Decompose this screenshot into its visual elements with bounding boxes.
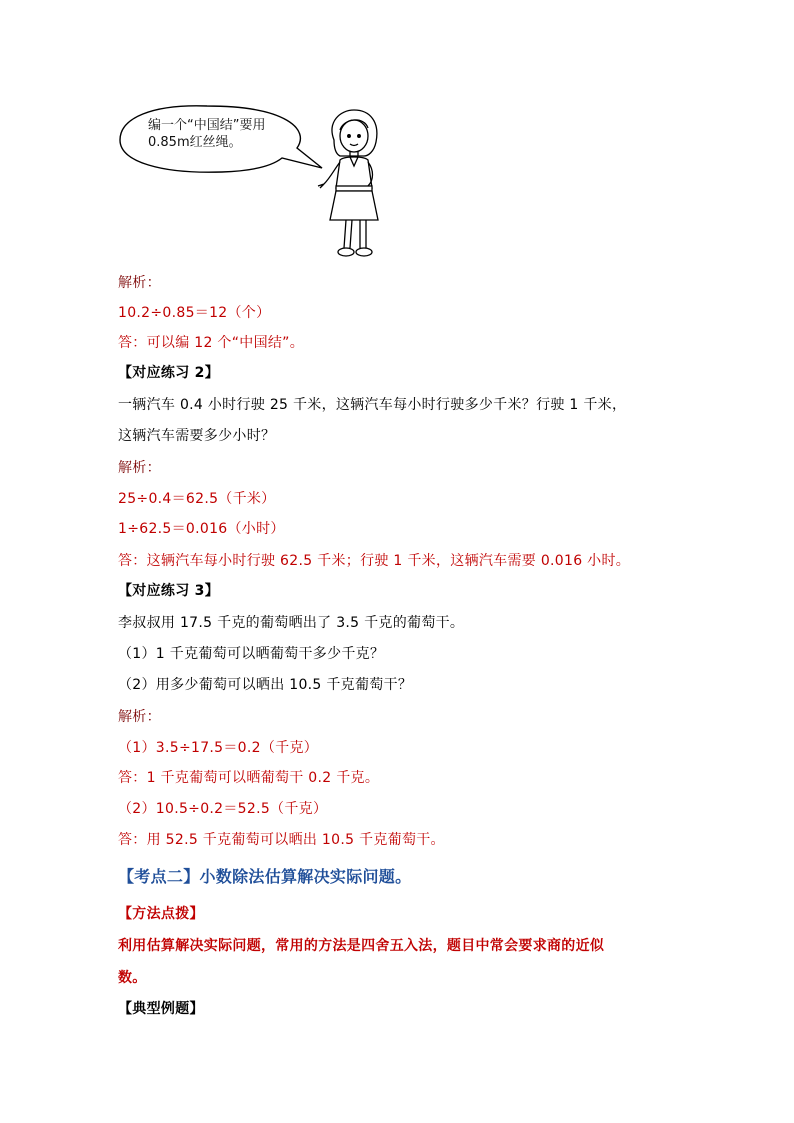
analysis-label: 解析：: [118, 275, 161, 291]
practice-3-calc-1: （1）3.5÷17.5＝0.2（千克）: [118, 740, 319, 756]
speech-bubble-text: [148, 117, 265, 151]
analysis-calc: 10.2÷0.85＝12（个）: [118, 305, 271, 321]
practice-2-calc-2: 1÷62.5＝0.016（小时）: [118, 521, 285, 537]
practice-3-calc-2: （2）10.5÷0.2＝52.5（千克）: [118, 801, 328, 817]
practice-3-heading: 【对应练习 3】: [118, 583, 220, 599]
method-line-1: 利用估算解决实际问题，常用的方法是四舍五入法，题目中常会要求商的近似: [118, 938, 605, 954]
example-heading: 【典型例题】: [118, 1001, 204, 1017]
practice-2-answer: 答：这辆汽车每小时行驶 62.5 千米；行驶 1 千米，这辆汽车需要 0.016 小时。: [118, 553, 631, 569]
method-line-2: 数。: [118, 970, 147, 986]
practice-3-question-1: （1）1 千克葡萄可以晒葡萄干多少千克？: [118, 646, 385, 662]
practice-2-question-line-1: 一辆汽车 0.4 小时行驶 25 千米，这辆汽车每小时行驶多少千米？行驶 1 千米，: [118, 397, 627, 413]
practice-3-answer-2: 答：用 52.5 千克葡萄可以晒出 10.5 千克葡萄干。: [118, 832, 445, 848]
practice-3-analysis-label: 解析：: [118, 709, 161, 725]
method-heading: 【方法点拨】: [118, 906, 204, 922]
practice-2-heading: 【对应练习 2】: [118, 365, 220, 381]
practice-2-analysis-label: 解析：: [118, 460, 161, 476]
practice-3-question-2: （2）用多少葡萄可以晒出 10.5 千克葡萄干？: [118, 677, 413, 693]
girl-figure-icon: [318, 110, 378, 256]
practice-3-answer-1: 答：1 千克葡萄可以晒葡萄干 0.2 千克。: [118, 770, 380, 786]
practice-3-question: 李叔叔用 17.5 千克的葡萄晒出了 3.5 千克的葡萄干。: [118, 615, 465, 631]
bubble-line-1: 编一个“中国结”要用: [148, 118, 266, 133]
bubble-line-2: 0.85m红丝绳。: [148, 135, 242, 150]
practice-2-question-line-2: 这辆汽车需要多少小时？: [118, 428, 276, 444]
analysis-answer: 答：可以编 12 个“中国结”。: [118, 335, 305, 351]
section-2-heading: 【考点二】小数除法估算解决实际问题。: [118, 867, 412, 886]
practice-2-calc-1: 25÷0.4＝62.5（千米）: [118, 491, 276, 507]
